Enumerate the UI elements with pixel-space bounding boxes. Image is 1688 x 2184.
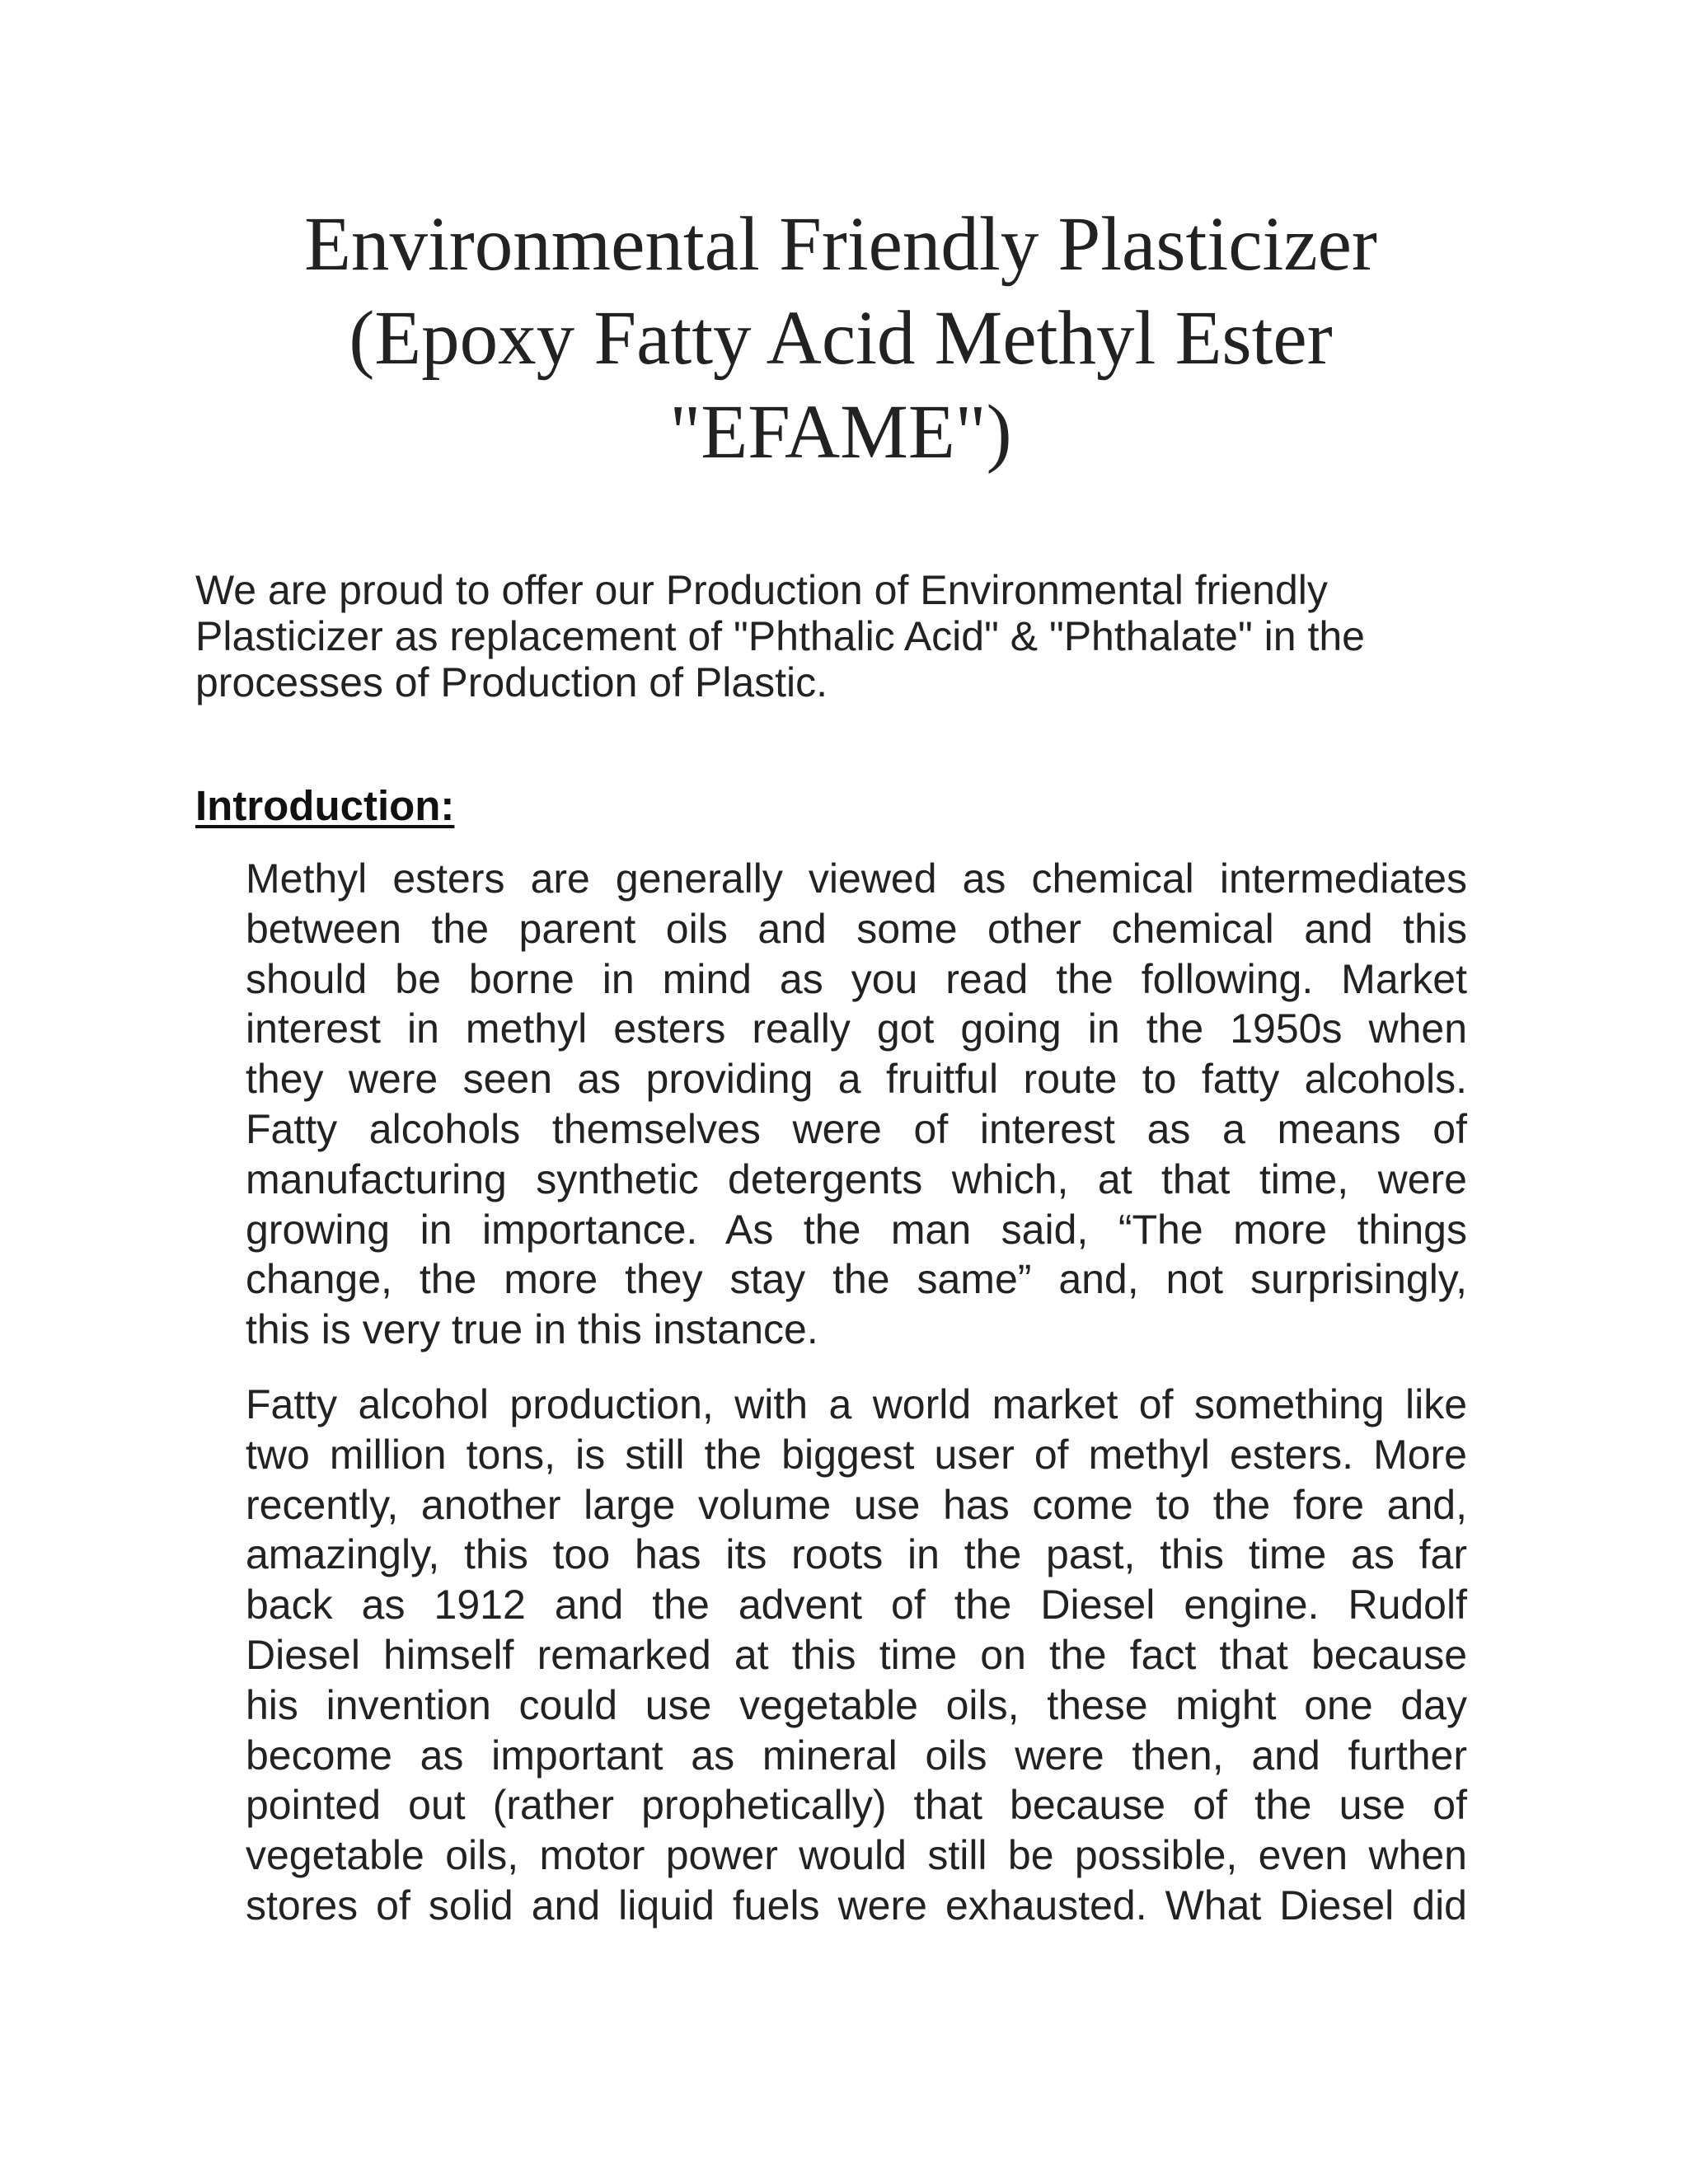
intro-line: Plasticizer as replacement of "Phthalic Acid" & "Phthalate" in the	[195, 613, 1365, 659]
paragraph-line: pointed out (rather prophetically) that because of the use of	[246, 1782, 1467, 1829]
paragraph-line: amazingly, this too has its roots in the past, this time as far	[246, 1531, 1467, 1578]
document-title	[247, 198, 1434, 480]
paragraph-line: growing in importance. As the man said, “The more things	[246, 1206, 1467, 1253]
paragraph-line: stores of solid and liquid fuels were exhausted. What Diesel did	[246, 1882, 1467, 1929]
section-heading-introduction: Introduction:	[195, 782, 455, 829]
paragraph-line: two million tons, is still the biggest user of methyl esters. More	[246, 1431, 1467, 1478]
intro-line: We are proud to offer our Production of Environmental friendly	[195, 567, 1328, 613]
body-paragraph-1	[246, 854, 1467, 1355]
paragraph-line: vegetable oils, motor power would still be possible, even when	[246, 1832, 1467, 1879]
intro-paragraph	[195, 567, 1514, 705]
paragraph-line: this is very true in this instance.	[246, 1306, 818, 1353]
paragraph-line: become as important as mineral oils were then, and further	[246, 1732, 1467, 1779]
paragraph-line: between the parent oils and some other chemical and this	[246, 905, 1467, 952]
paragraph-line: change, the more they stay the same” and, not surprisingly,	[246, 1256, 1467, 1303]
paragraph-line: interest in methyl esters really got going in the 1950s when	[246, 1005, 1467, 1052]
paragraph-line: Fatty alcohols themselves were of interest as a means of	[246, 1105, 1467, 1152]
intro-line: processes of Production of Plastic.	[195, 659, 828, 705]
title-line: Environmental Friendly Plasticizer	[304, 202, 1377, 287]
paragraph-line: should be borne in mind as you read the following. Market	[246, 955, 1467, 1002]
title-line: (Epoxy Fatty Acid Methyl Ester	[349, 296, 1333, 381]
paragraph-line: his invention could use vegetable oils, these might one day	[246, 1681, 1467, 1728]
paragraph-line: Fatty alcohol production, with a world market of something like	[246, 1381, 1467, 1427]
paragraph-line: manufacturing synthetic detergents which, at that time, were	[246, 1155, 1467, 1202]
body-paragraph-2	[246, 1380, 1467, 1931]
title-line: "EFAME")	[669, 390, 1012, 475]
paragraph-line: Diesel himself remarked at this time on the fact that because	[246, 1631, 1467, 1678]
paragraph-line: they were seen as providing a fruitful route to fatty alcohols.	[246, 1056, 1467, 1103]
paragraph-line: Methyl esters are generally viewed as chemical intermediates	[246, 855, 1467, 902]
paragraph-line: recently, another large volume use has come to the fore and,	[246, 1481, 1467, 1528]
paragraph-line: back as 1912 and the advent of the Diesel engine. Rudolf	[246, 1582, 1467, 1629]
